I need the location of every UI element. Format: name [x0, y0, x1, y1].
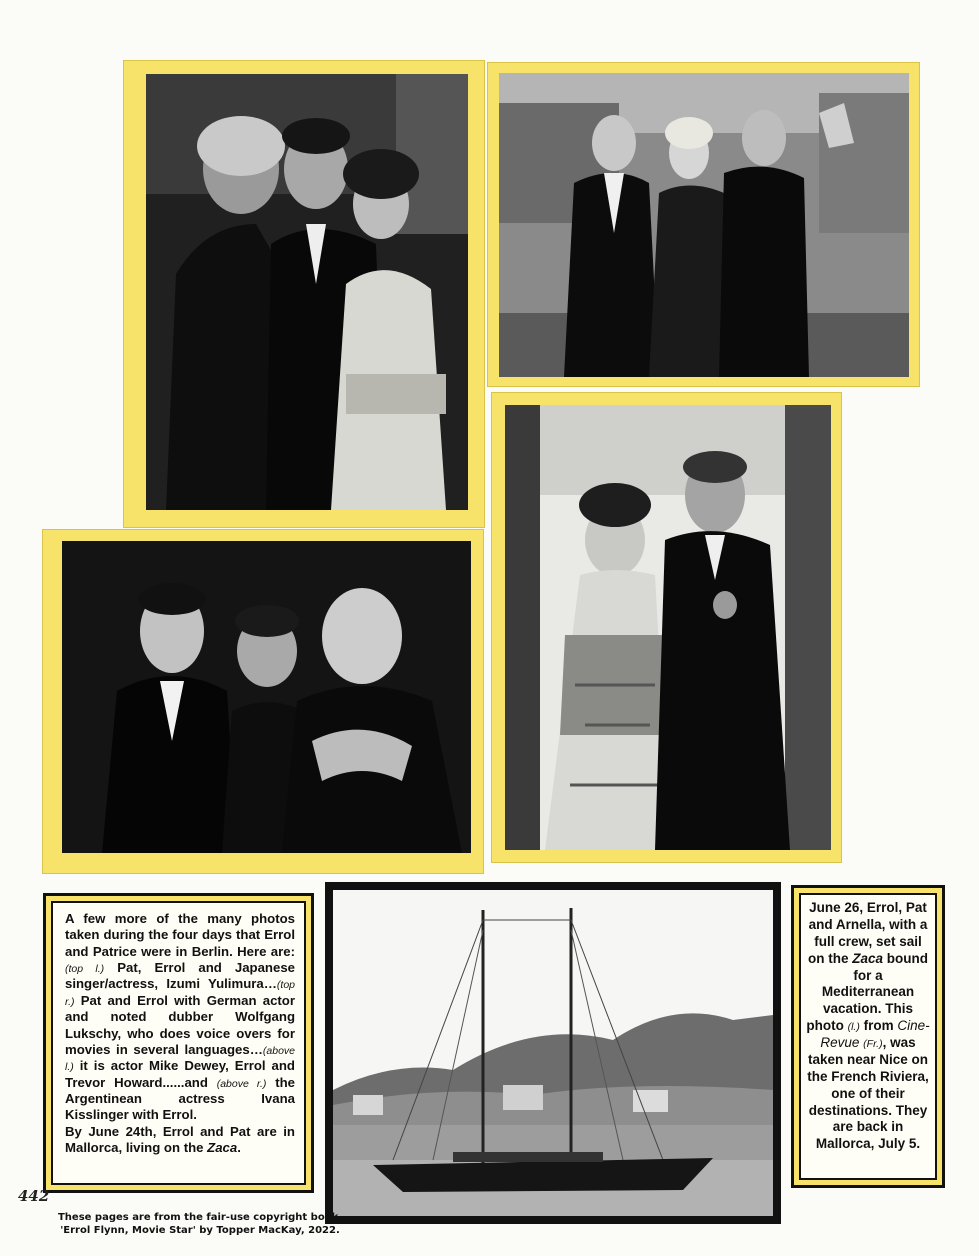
photo-pat-errol-lukschy [499, 73, 909, 377]
footer-line-2: 'Errol Flynn, Movie Star' by Topper MacKay, 2022. [60, 1225, 340, 1236]
page-number: 442 [18, 1187, 50, 1205]
caption-box-right [791, 885, 945, 1188]
photo-frame-ship [325, 882, 781, 1224]
footer-copyright [40, 1211, 360, 1237]
caption-text-left: A few more of the many photos taken during the four days that Errol and Patrice were in Berlin. Here are: (top l.) Pat, Errol and Japanese singer/actress, Izumi Yulimura…(top r.) Pat and Errol with German actor and noted dubber Wolfgang Lukschy, who does voice overs for movies in several languages…(above l.) it is actor Mike Dewey, Errol and Trevor Howard......and (above r.) the Argentinean actress Ivana Kisslinger with Errol. By June 24th, Errol and Pat are in Mallorca, living on the Zaca. [51, 901, 306, 1185]
photo-zaca-yacht [333, 890, 773, 1216]
photo-pat-errol-izumi [146, 74, 468, 510]
footer-line-1: These pages are from the fair-use copyright book, [57, 1212, 343, 1223]
caption-text-right: June 26, Errol, Pat and Arnella, with a full crew, set sail on the Zaca bound for a Mediterranean vacation. This photo (l.) from Cine-Revue (Fr.), was taken near Nice on the French Riviera, one of their destinations. They are back in Mallorca, July 5. [799, 893, 937, 1180]
photo-ivana-errol [505, 405, 831, 850]
photo-dewey-errol-howard [62, 541, 471, 853]
caption-box-left [43, 893, 314, 1193]
